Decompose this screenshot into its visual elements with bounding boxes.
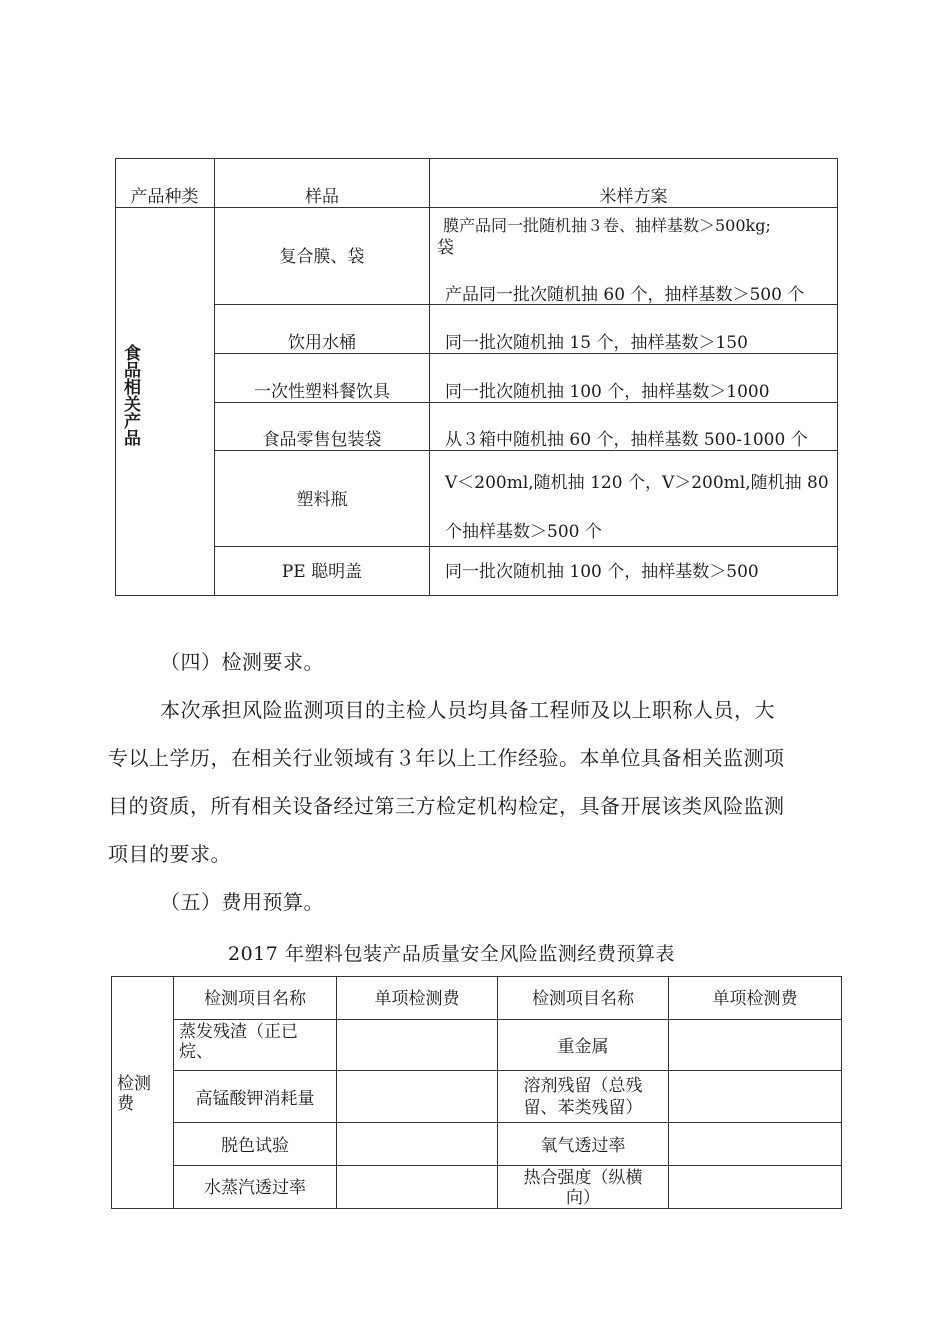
sampling-plan-table <box>115 158 838 596</box>
row-header-cont: 费 <box>117 1094 134 1114</box>
body-line: 本次承担风险监测项目的主检人员均具备工程师及以上职称人员，大 <box>160 698 775 722</box>
sample-cell: PE 聪明盖 <box>281 562 363 582</box>
sample-cell: 一次性塑料餐饮具 <box>254 382 390 402</box>
plan-cell: 同一批次随机抽 15 个，抽样基数＞150 <box>445 333 748 353</box>
sample-cell: 复合膜、袋 <box>279 247 365 267</box>
item-name: 热合强度（纵横 <box>523 1168 643 1188</box>
plan-cell-cont: 个抽样基数＞500 个 <box>445 522 602 542</box>
item-name: 重金属 <box>557 1037 609 1057</box>
plan-cell: 膜产品同一批随机抽３卷、抽样基数＞500kg; <box>443 216 771 235</box>
header-category: 产品种类 <box>130 187 199 207</box>
sample-cell: 塑料瓶 <box>296 490 348 510</box>
body-line: 项目的要求。 <box>108 842 231 866</box>
col-header: 单项检测费 <box>712 989 798 1009</box>
category-label: 食品相关产品 <box>120 344 140 446</box>
plan-cell-cont: 产品同一批次随机抽 60 个，抽样基数＞500 个 <box>445 285 805 305</box>
plan-cell: 同一批次随机抽 100 个，抽样基数＞500 <box>445 562 759 582</box>
row-header: 检测 <box>117 1074 151 1094</box>
body-line: 专以上学历，在相关行业领域有３年以上工作经验。本单位具备相关监测项 <box>108 746 785 770</box>
plan-cell: V＜200ml,随机抽 120 个，V＞200ml,随机抽 80 <box>445 473 829 493</box>
sample-cell: 食品零售包装袋 <box>262 430 382 450</box>
item-name-cont: 向） <box>566 1188 600 1208</box>
body-line: 目的资质，所有相关设备经过第三方检定机构检定，具备开展该类风险监测 <box>108 794 785 818</box>
table-title: 2017 年塑料包装产品质量安全风险监测经费预算表 <box>228 943 675 965</box>
col-header: 检测项目名称 <box>204 989 306 1009</box>
item-name-cont: 留、苯类残留） <box>523 1098 643 1118</box>
col-header: 检测项目名称 <box>532 989 634 1009</box>
item-name: 蒸发残渣（正已 <box>179 1022 298 1042</box>
item-name: 高锰酸钾消耗量 <box>195 1089 315 1109</box>
plan-cell: 同一批次随机抽 100 个，抽样基数＞1000 <box>445 382 770 402</box>
sample-cell: 饮用水桶 <box>288 333 356 353</box>
item-name-cont: 烷、 <box>179 1042 213 1062</box>
item-name: 水蒸汽透过率 <box>204 1178 306 1198</box>
item-name: 脱色试验 <box>221 1136 289 1156</box>
section-heading: （四）检测要求。 <box>160 650 324 674</box>
header-sample: 样品 <box>305 187 339 207</box>
section-heading: （五）费用预算。 <box>160 890 324 914</box>
budget-table <box>111 976 842 1209</box>
col-header: 单项检测费 <box>374 989 460 1009</box>
plan-cell-cont: 袋 <box>437 238 454 258</box>
item-name: 溶剂残留（总残 <box>523 1076 643 1096</box>
header-plan: 米样方案 <box>599 187 668 207</box>
plan-cell: 从３箱中随机抽 60 个，抽样基数 500-1000 个 <box>445 430 808 450</box>
item-name: 氧气透过率 <box>540 1136 626 1156</box>
